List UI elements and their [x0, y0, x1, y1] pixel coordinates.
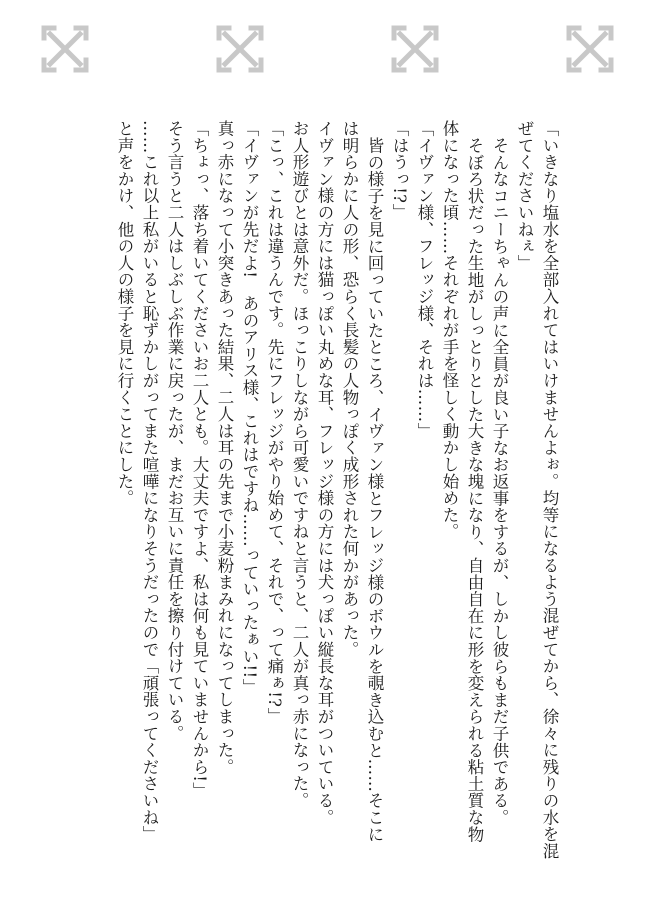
text-line-15: 「ちょっ、落ち着いてくださいお二人とも。大丈夫ですよ、私は何も見ていませんから!」 — [190, 120, 209, 799]
corner-cross-mark-icon — [565, 24, 615, 74]
text-line-14: 真っ赤になって小突きあった結果、二人は耳の先まで小麦粉まみれになってしまった。 — [215, 120, 234, 776]
corner-cross-mark-icon — [40, 24, 90, 74]
text-line-13: 「イヴァンが先だよ! あのアリス様、これはですね……っていったぁい!!」 — [240, 120, 259, 696]
decorative-marks-row — [0, 24, 650, 80]
text-line-5: 体になった頃……それぞれが手を怪しく動かし始めた。 — [440, 120, 459, 540]
text-line-2: ぜてくださいねぇ」 — [515, 120, 534, 272]
text-line-9: は明らかに人の形、恐らく長髪の人物っぽく成形された何かがあった。 — [340, 120, 359, 658]
text-line-1: 「いきなり塩水を全部入れてはいけませんよぉ。均等になるよう混ぜてから、徐々に残りの水を混 — [540, 120, 559, 860]
text-line-8: 皆の様子を見に回っていたところ、イヴァン様とフレッジ様のボウルを覗き込むと……そこに — [365, 136, 384, 843]
text-line-11: お人形遊びとは意外だ。ほっこりしながら可愛いですねと言うと、二人が真っ赤になった。 — [290, 120, 309, 809]
text-line-10: イヴァン様の方には猫っぽい丸めな耳、フレッジ様の方には犬っぽい縦長な耳がついている。 — [315, 120, 334, 826]
text-line-17: ……これ以上私がいると恥ずかしがってまた喧嘩になりそうだったので「頑張ってくださいね」 — [140, 120, 159, 843]
corner-cross-mark-icon — [215, 24, 265, 74]
text-line-16: そう言うと二人はしぶしぶ作業に戻ったが、まだお互いに責任を擦り付けている。 — [165, 120, 184, 742]
text-line-6: 「イヴァン様、フレッジ様、それは……」 — [415, 120, 434, 440]
text-line-4: そぼろ状だった生地がしっとりとした大きな塊になり、自由自在に形を変えられる粘土質な物 — [465, 136, 484, 843]
text-line-18: と声をかけ、他の人の様子を見に行くことにした。 — [115, 120, 134, 507]
text-line-12: 「こっ、これは違うんです。先にフレッジがやり始めて、それで、って痛ぁ!?」 — [265, 120, 284, 725]
corner-cross-mark-icon — [390, 24, 440, 74]
vertical-text-body — [112, 120, 562, 860]
text-line-3: そんなコニーちゃんの声に全員が良い子なお返事をするが、しかし彼らもまだ子供である。 — [490, 136, 509, 826]
text-line-7: 「はうっ!?」 — [390, 120, 409, 221]
